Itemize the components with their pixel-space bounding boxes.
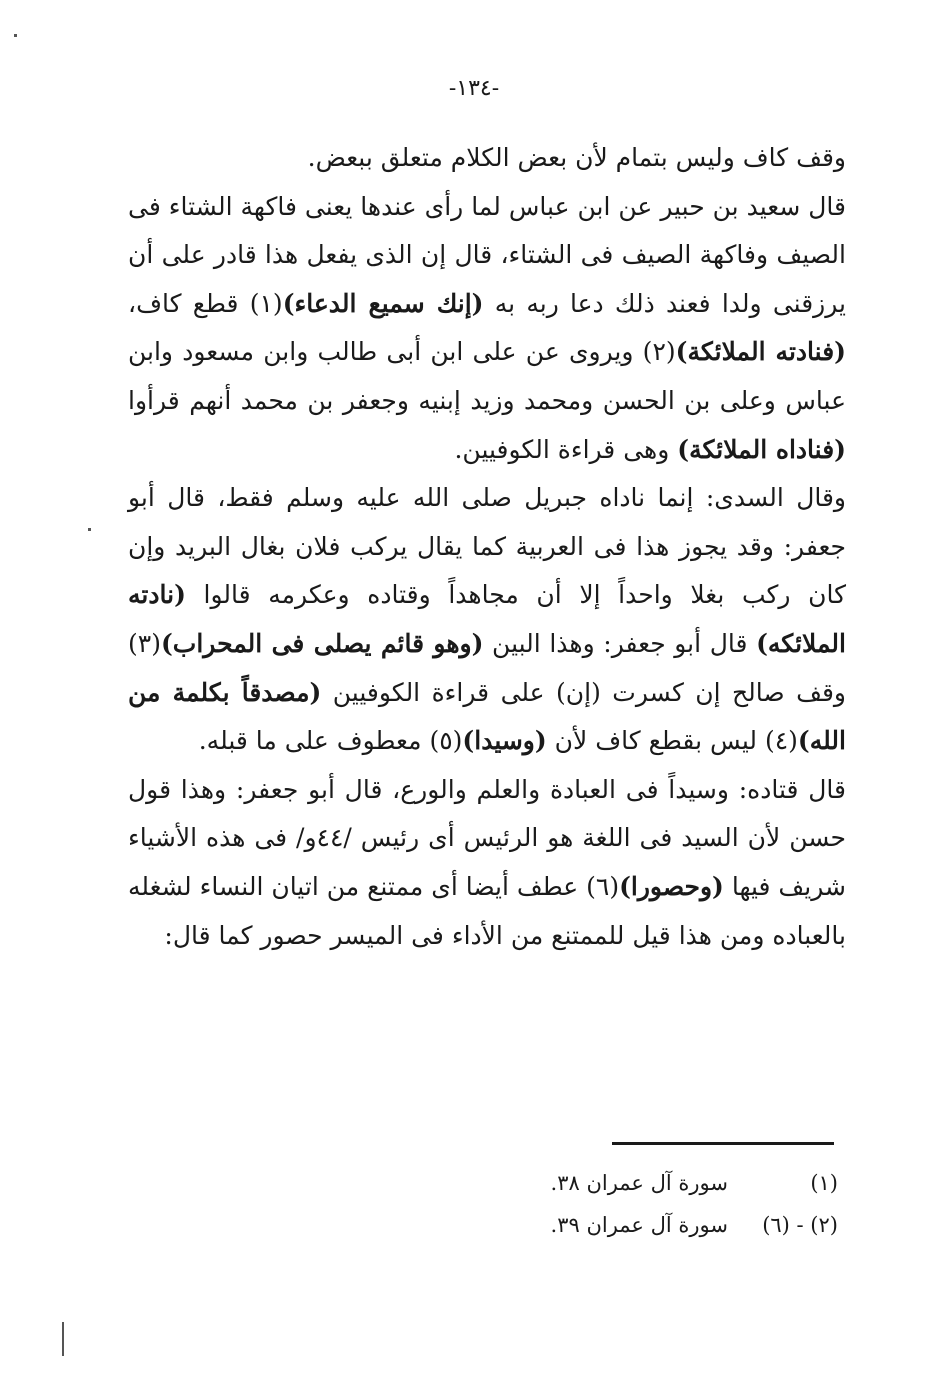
- footnote-separator: [612, 1142, 834, 1145]
- page-number: -١٣٤-: [448, 76, 500, 101]
- quranic-quote: (نادته الملائكه): [128, 580, 846, 658]
- text-run: (٥) معطوف على ما قبله.: [198, 726, 463, 756]
- footnote: [420, 1204, 838, 1246]
- footnotes: [420, 1162, 838, 1246]
- paragraph: [128, 766, 846, 960]
- footnote-text: سورة آل عمران ٣٨.: [550, 1171, 728, 1195]
- quranic-quote: (وسيدا): [462, 726, 547, 756]
- text-run: (٤) ليس بقطع كاف لأن: [546, 726, 798, 756]
- text-run: وهى قراءة الكوفيين.: [454, 434, 678, 464]
- footnote-marker: (٢) - (٦): [762, 1213, 838, 1237]
- text-run: (٣) وقف صالح إن كسرت (إن) على قراءة الكوفيين: [128, 628, 846, 707]
- text-run: قال سعيد بن حبير عن ابن عباس لما رأى عندها يعنى فاكهة الشتاء فى الصيف وفاكهة الصيف فى الشتاء، قال إن الذى يفعل هذا قادر على أن يرزقنى ولدا فعند ذلك دعا ربه به: [128, 191, 846, 318]
- text-run: (٢) ويروى عن على ابن أبى طالب وابن مسعود وابن عباس وعلى بن الحسن ومحمد وزيد إبنيه وجعفر بن محمد أنهم قرأوا: [128, 337, 846, 415]
- footnote: [420, 1162, 838, 1204]
- paragraph: [128, 134, 846, 183]
- scan-speck: [88, 528, 91, 531]
- text-run: وقال السدى: إنما ناداه جبريل صلى الله عليه وسلم فقط، قال أبو جعفر: وقد يجوز هذا فى العربية كما يقال يركب فلان بغال البريد وإن كان ركب بغلا واحداً إلا أن مجاهداً وقتاده وعكرمه قالوا: [128, 483, 846, 610]
- text-run: وقف كاف وليس بتمام لأن بعض الكلام متعلق ببعض.: [307, 143, 846, 172]
- paragraph: [128, 183, 846, 475]
- text-run: قال أبو جعفر: وهذا البين: [483, 628, 757, 658]
- scan-speck: [14, 34, 17, 37]
- text-run: قال قتاده: وسيداً فى العبادة والعلم والورع، قال أبو جعفر: وهذا قول حسن لأن السيد فى اللغة هو الرئيس أى رئيس /٤٤و/ فى هذه الأشياء شريف فيها: [128, 774, 846, 901]
- footnote-text: سورة آل عمران ٣٩.: [550, 1213, 728, 1237]
- footnote-marker: (١): [810, 1171, 838, 1195]
- body-text: [128, 134, 846, 960]
- paragraph: [128, 474, 846, 766]
- quranic-quote: (فناداه الملائكة): [677, 434, 846, 464]
- text-run: (١) قطع كاف،: [128, 288, 283, 318]
- quranic-quote: (فنادته الملائكة): [675, 337, 846, 367]
- quranic-quote: (إنك سميع الدعاء): [282, 288, 484, 318]
- text-run: (٦) عطف أيضا أى ممتنع من اتيان النساء لشغله بالعباده ومن هذا قيل للممتنع من الأداء فى الميسر حصور كما قال:: [128, 871, 846, 950]
- quranic-quote: (وهو قائم يصلى فى المحراب): [160, 628, 484, 658]
- scan-speck: [62, 1322, 64, 1356]
- quranic-quote: (وحصورا): [619, 871, 724, 901]
- quranic-quote: (مصدقاً بكلمة من الله): [128, 677, 846, 756]
